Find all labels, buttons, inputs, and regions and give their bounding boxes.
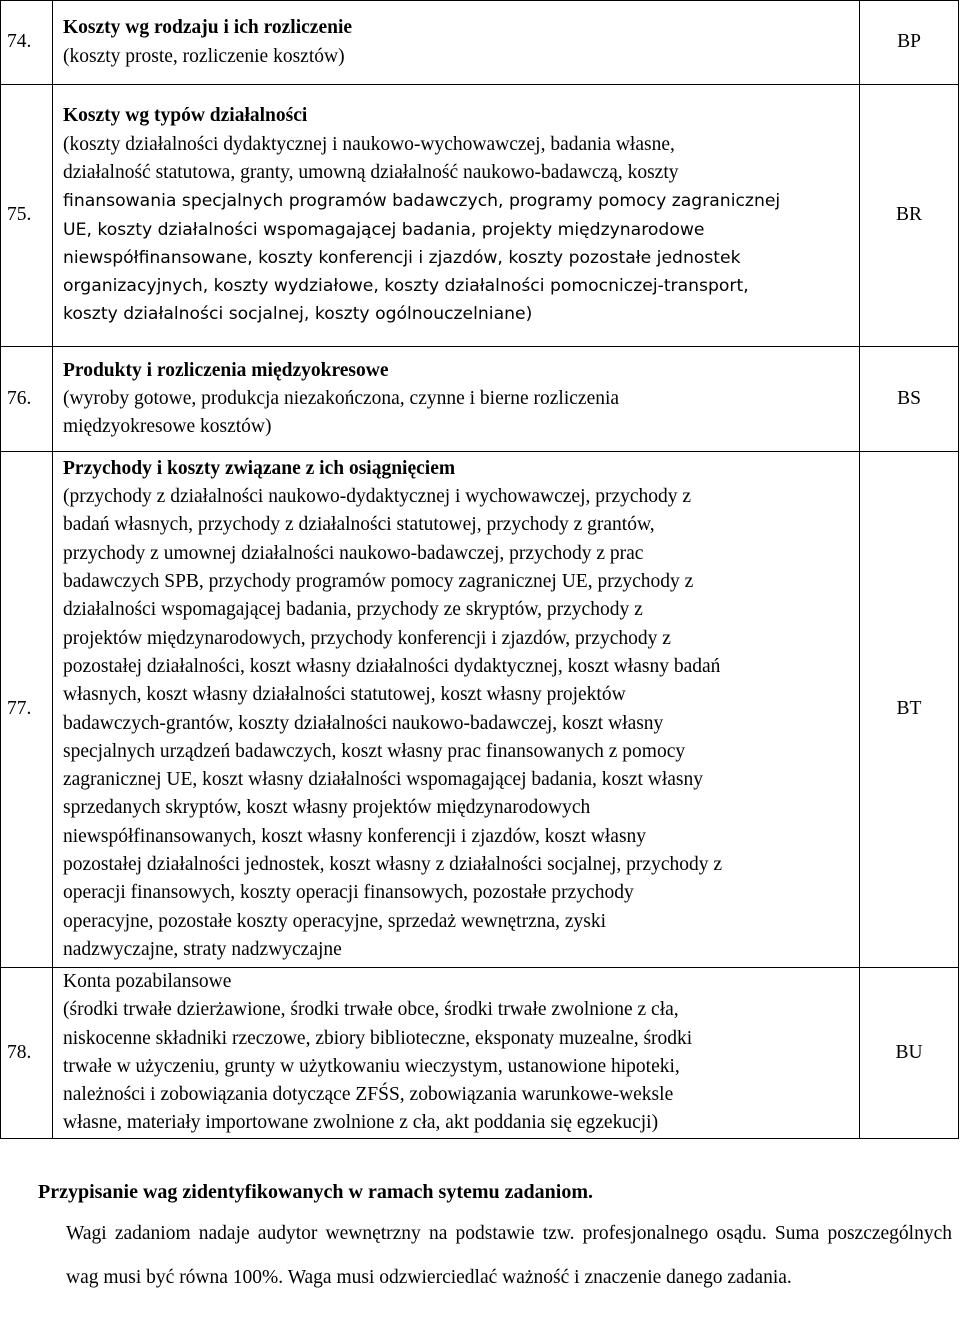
table-row (1, 452, 959, 968)
row-code: BT (860, 452, 959, 968)
row-line: własnych, koszt własny działalności statutowej, koszt własny projektów (63, 684, 626, 706)
row-line: (koszty proste, rozliczenie kosztów) (63, 45, 345, 67)
table-row (1, 347, 959, 452)
row-line: przychody z umownej działalności naukowo-badawczej, przychody z prac (63, 542, 644, 564)
row-line: UE, koszty działalności wspomagającej badania, projekty międzynarodowe (63, 219, 705, 240)
table-row (1, 968, 959, 1139)
row-number: 77. (1, 452, 53, 968)
row-line: koszty działalności socjalnej, koszty ogólnouczelniane) (63, 304, 533, 325)
row-line: (środki trwałe dzierżawione, środki trwałe obce, środki trwałe zwolnione z cła, (63, 999, 679, 1021)
row-line: pozostałej działalności, koszt własny działalności dydaktycznej, koszt własny badań (63, 655, 721, 677)
row-code: BU (860, 968, 959, 1139)
row-line: trwałe w użyczeniu, grunty w użytkowaniu wieczystym, ustanowione hipoteki, (63, 1055, 680, 1077)
row-title: Przychody i koszty związane z ich osiągnięciem (63, 457, 456, 479)
row-line: zagranicznej UE, koszt własny działalności wspomagającej badania, koszt własny (63, 769, 704, 791)
row-line: niewspółfinansowanych, koszt własny konferencji i zjazdów, koszt własny (63, 825, 647, 847)
note-paragraph: Wagi zadaniom nadaje audytor wewnętrzny na podstawie tzw. profesjonalnego osądu. Suma poszczególnych wag musi być równa 100%. Waga musi odzwierciedlać ważność i znaczenie danego zadania. (66, 1223, 952, 1288)
row-number: 75. (1, 85, 53, 347)
row-line: badawczych SPB, przychody programów pomocy zagranicznej UE, przychody z (63, 571, 694, 593)
row-description (53, 347, 860, 452)
row-line: finansowania specjalnych programów badawczych, programy pomocy zagranicznej (63, 191, 781, 212)
row-line: międzyokresowe kosztów) (63, 416, 272, 438)
row-line: operacji finansowych, koszty operacji finansowych, pozostałe przychody (63, 882, 634, 904)
row-line: niskocenne składniki rzeczowe, zbiory biblioteczne, eksponaty muzealne, środki (63, 1027, 693, 1049)
note-heading: Przypisanie wag zidentyfikowanych w ramach sytemu zadaniom. (38, 1181, 593, 1203)
row-line: operacyjne, pozostałe koszty operacyjne, sprzedaż wewnętrzna, zyski (63, 910, 607, 932)
row-line: (przychody z działalności naukowo-dydaktycznej i wychowawczej, przychody z (63, 486, 692, 508)
row-line: niewspółfinansowane, koszty konferencji i zjazdów, koszty pozostałe jednostek (63, 247, 741, 268)
row-description (53, 85, 860, 347)
row-line: organizacyjnych, koszty wydziałowe, koszty działalności pomocniczej-transport, (63, 276, 749, 297)
row-line: działalności wspomagającej badania, przychody ze skryptów, przychody z (63, 599, 643, 621)
row-line: sprzedanych skryptów, koszt własny projektów międzynarodowych (63, 797, 591, 819)
row-code: BS (860, 347, 959, 452)
row-title: Konta pozabilansowe (63, 971, 232, 992)
row-line: należności i zobowiązania dotyczące ZFŚS, zobowiązania warunkowe-weksle (63, 1084, 674, 1106)
row-line: badań własnych, przychody z działalności statutowej, przychody z grantów, (63, 514, 655, 536)
row-line: działalność statutowa, granty, umowną działalność naukowo-badawczą, koszty (63, 161, 679, 183)
weights-note (0, 1172, 960, 1299)
row-line: specjalnych urządzeń badawczych, koszt własny prac finansowanych z pomocy (63, 740, 686, 762)
row-number: 76. (1, 347, 53, 452)
row-line: badawczych-grantów, koszty działalności naukowo-badawczej, koszt własny (63, 712, 664, 734)
row-title: Produkty i rozliczenia międzyokresowe (63, 359, 389, 381)
row-line: (koszty działalności dydaktycznej i naukowo-wychowawczej, badania własne, (63, 133, 675, 155)
table-row (1, 85, 959, 347)
row-line: projektów międzynarodowych, przychody konferencji i zjazdów, przychody z (63, 627, 671, 649)
row-description (53, 968, 860, 1139)
row-title: Koszty wg typów działalności (63, 105, 308, 127)
row-code: BR (860, 85, 959, 347)
row-description (53, 1, 860, 85)
row-code: BP (860, 1, 959, 85)
row-number: 74. (1, 1, 53, 85)
row-line: pozostałej działalności jednostek, koszt własny z działalności socjalnej, przychody z (63, 853, 723, 875)
row-line: nadzwyczajne, straty nadzwyczajne (63, 938, 342, 960)
row-title: Koszty wg rodzaju i ich rozliczenie (63, 17, 353, 39)
row-line: własne, materiały importowane zwolnione z cła, akt poddania się egzekucji) (63, 1112, 659, 1134)
row-number: 78. (1, 968, 53, 1139)
row-description (53, 452, 860, 968)
row-line: (wyroby gotowe, produkcja niezakończona, czynne i bierne rozliczenia (63, 387, 620, 409)
table-row (1, 1, 959, 85)
